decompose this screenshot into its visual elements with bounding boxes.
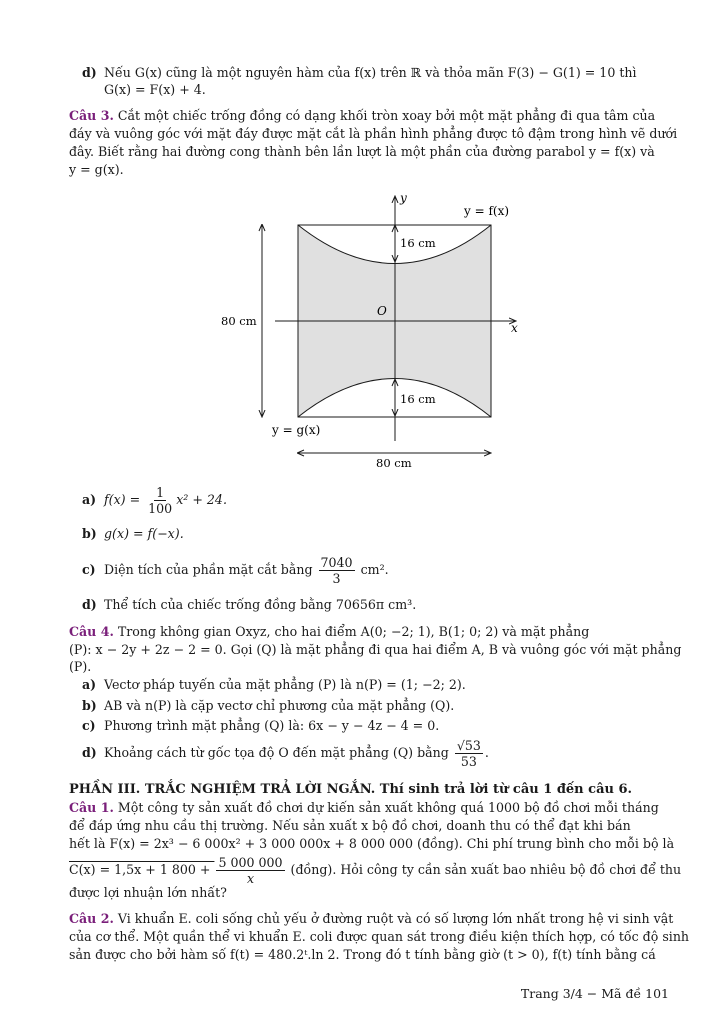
option-text: Khoảng cách từ gốc tọa độ O đến mặt phẳng (Q) bằng [104,745,453,760]
denominator: 100 [148,501,173,516]
origin-label: O [377,304,387,318]
cau4-line3: (P). [69,659,92,674]
cau1-line4 [69,855,682,886]
option-text-post: cm². [356,562,389,577]
fraction [319,555,355,586]
cau4-option-c [82,717,439,734]
fraction [455,738,483,769]
cau4-option-d [82,738,489,769]
cau1-line2: để đáp ứng nhu cầu thị trường. Nếu sản xuất x bộ đồ chơi, doanh thu có thể đạt khi bán [69,818,631,833]
option-text: Thể tích của chiếc trống đồng bằng 70656π cm³. [104,597,417,612]
question-label: Câu 3. [69,108,114,123]
question-text: Vi khuẩn E. coli sống chủ yếu ở đường ruột và có số lượng lớn nhất trong hệ vi sinh vật [117,911,674,926]
prev-option-d-cont: G(x) = F(x) + 4. [104,82,206,97]
option-text: AB và n(P) là cặp vectơ chỉ phương của mặt phẳng (Q). [104,698,455,713]
cau2-line2: của cơ thể. Một quần thể vi khuẩn E. coli được quan sát trong điều kiện thích hợp, có tốc độ sinh [69,929,690,944]
option-text: f(x) = [104,492,145,507]
denominator: x [246,871,255,886]
cau4-line1 [69,623,673,640]
option-text-post: . [484,745,489,760]
page-footer: Trang 3/4 − Mã đề 101 [520,986,669,1001]
average-cost-formula: C(x) = 1,5x + 1 800 + [69,862,215,877]
cau1-line5: được lợi nhuận lớn nhất? [69,885,227,900]
height-label: 80 cm [221,314,257,328]
denominator: 3 [332,571,341,586]
cau2-line1 [69,910,673,927]
question-label: Câu 4. [69,624,114,639]
cau4-option-a [82,676,466,693]
option-text: Vectơ pháp tuyến của mặt phẳng (P) là n(P) = (1; −2; 2). [104,677,466,692]
option-label: d) [82,597,97,612]
option-text: Diện tích của phần mặt cắt bằng [104,562,317,577]
width-label: 80 cm [376,456,412,470]
option-text-post: x² + 24. [176,492,227,507]
bottom-gap-label: 16 cm [400,392,436,406]
option-text: Nếu G(x) cũng là một nguyên hàm của f(x) trên ℝ và thỏa mãn F(3) − G(1) = 10 thì [104,65,637,80]
cau3-option-b [82,525,184,542]
cau3-line1 [69,107,673,124]
option-label: b) [82,526,97,541]
cau4-option-b [82,697,454,714]
option-label: a) [82,677,97,692]
option-label: c) [82,562,96,577]
question-text: Cắt một chiếc trống đồng có dạng khối tròn xoay bởi một mặt phẳng đi qua tâm của [117,108,656,123]
drum-cross-section-figure [210,188,530,478]
cau1-line3: hết là F(x) = 2x³ − 6 000x² + 3 000 000x + 8 000 000 (đồng). Chi phí trung bình cho mỗi bộ là [69,836,675,851]
cau2-line3: sản được cho bởi hàm số f(t) = 480.2ᵗ.ln 2. Trong đó t tính bằng giờ (t > 0), f(t) tính bằng cá [69,947,656,962]
cau4-line2: (P): x − 2y + 2z − 2 = 0. Gọi (Q) là mặt phẳng đi qua hai điểm A, B và vuông góc với mặt phẳng [69,642,682,657]
option-label: d) [82,65,97,80]
numerator: 1 [156,485,165,500]
y-axis-label: y [400,191,407,205]
prev-option-d [82,64,637,81]
part3-heading: PHẦN III. TRẮC NGHIỆM TRẢ LỜI NGẮN. Thí sinh trả lời từ câu 1 đến câu 6. [69,782,633,797]
question-text: Một công ty sản xuất đồ chơi dự kiến sản xuất không quá 1000 bộ đồ chơi mỗi tháng [117,800,659,815]
question-label: Câu 2. [69,911,114,926]
option-label: c) [82,718,96,733]
option-label: d) [82,745,97,760]
fraction [146,485,174,516]
option-label: b) [82,698,97,713]
cau3-line3: đây. Biết rằng hai đường cong thành bên lần lượt là một phần của đường parabol y = f(x) và [69,144,655,159]
top-curve-label: y = f(x) [464,204,510,218]
cau1-line1 [69,799,673,816]
option-label: a) [82,492,97,507]
top-gap-label: 16 cm [400,236,436,250]
numerator: 7040 [320,555,353,570]
question-text: (đồng). Hỏi công ty cần sản xuất bao nhiêu bộ đồ chơi để thu [286,862,682,877]
option-text: g(x) = f(−x). [104,526,184,541]
fraction [216,855,284,886]
denominator: 53 [460,754,477,769]
bottom-curve-label: y = g(x) [272,423,321,437]
cau3-option-a [82,485,227,516]
numerator: √53 [456,738,481,753]
cau3-option-c [82,555,389,586]
question-label: Câu 1. [69,800,114,815]
x-axis-label: x [511,321,518,335]
option-text: Phương trình mặt phẳng (Q) là: 6x − y − 4z − 4 = 0. [104,718,440,733]
numerator: 5 000 000 [218,855,283,870]
cau3-option-d [82,596,416,613]
cau3-line4: y = g(x). [69,162,124,177]
cau3-line2: đáy và vuông góc với mặt đáy được mặt cắt là phần hình phẳng được tô đậm trong hình vẽ dưới [69,126,678,141]
question-text: Trong không gian Oxyz, cho hai điểm A(0; −2; 1), B(1; 0; 2) và mặt phẳng [117,624,590,639]
